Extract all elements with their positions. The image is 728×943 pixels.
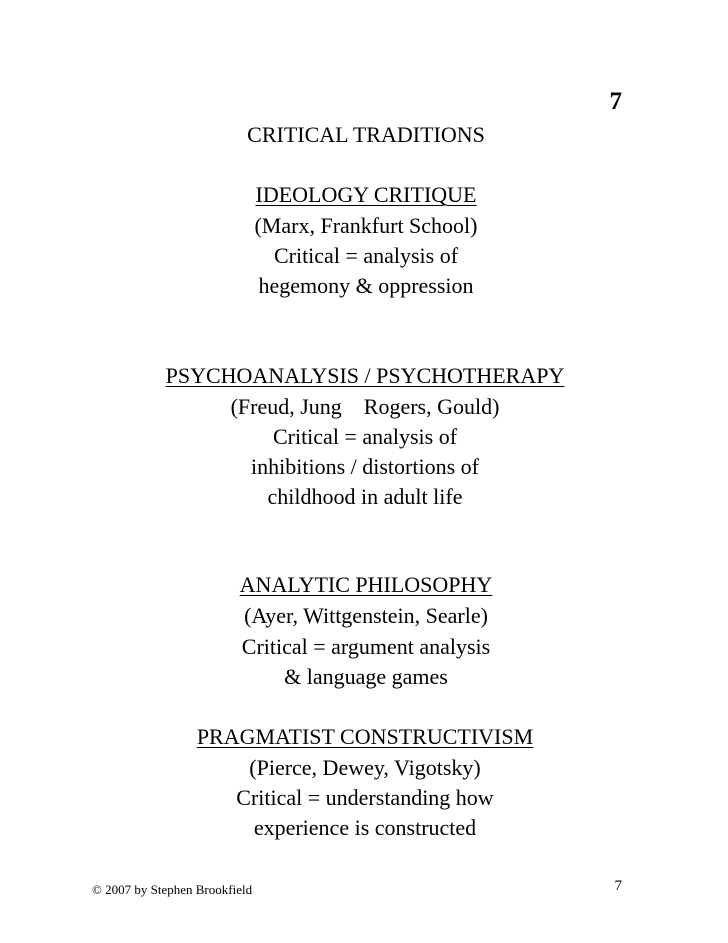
section-line: (Pierce, Dewey, Vigotsky) bbox=[249, 755, 481, 780]
page-title: CRITICAL TRADITIONS bbox=[247, 122, 485, 147]
section-line: Critical = analysis of bbox=[273, 243, 459, 268]
footer-page-number: 7 bbox=[614, 878, 622, 894]
section-line: Critical = understanding how bbox=[236, 785, 494, 810]
section-heading: IDEOLOGY CRITIQUE bbox=[255, 182, 477, 207]
footer-copyright: © 2007 by Stephen Brookfield bbox=[92, 882, 253, 897]
section-line: & language games bbox=[284, 664, 448, 689]
section-heading: PSYCHOANALYSIS / PSYCHOTHERAPY bbox=[165, 363, 565, 388]
section-line: experience is constructed bbox=[253, 815, 477, 840]
section-line: (Ayer, Wittgenstein, Searle) bbox=[244, 603, 488, 628]
section-line: childhood in adult life bbox=[267, 484, 463, 509]
section-line: inhibitions / distortions of bbox=[251, 454, 479, 479]
section-heading: PRAGMATIST CONSTRUCTIVISM bbox=[196, 724, 534, 749]
section-line: hegemony & oppression bbox=[258, 273, 474, 298]
page-number-top: 7 bbox=[609, 88, 622, 115]
section-line: (Marx, Frankfurt School) bbox=[254, 213, 478, 238]
section-line: Critical = argument analysis bbox=[241, 634, 491, 659]
section-heading: ANALYTIC PHILOSOPHY bbox=[239, 572, 493, 597]
section-line: (Freud, Jung Rogers, Gould) bbox=[230, 394, 500, 419]
section-line: Critical = analysis of bbox=[272, 424, 458, 449]
